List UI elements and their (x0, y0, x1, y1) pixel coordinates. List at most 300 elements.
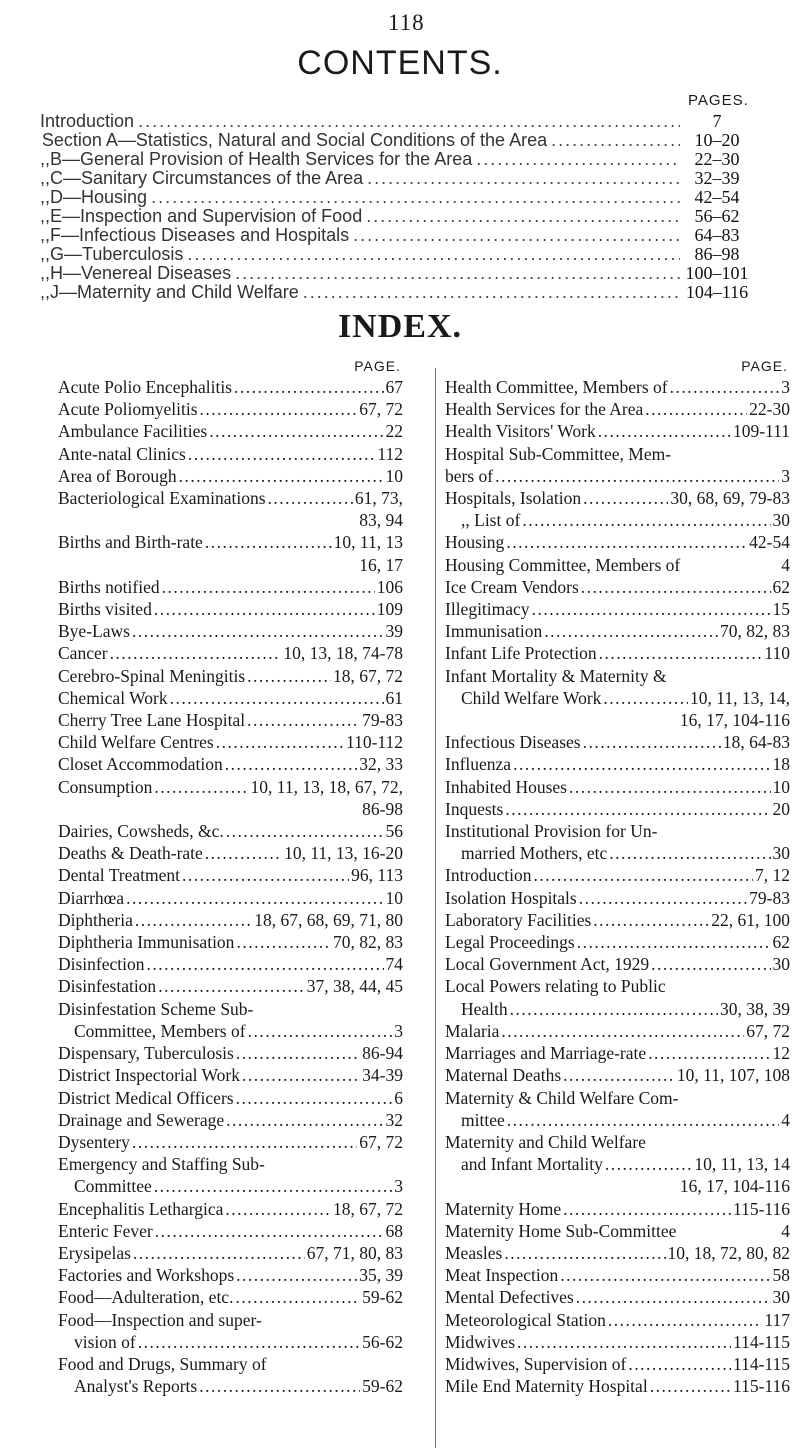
index-entry-label: Disinfestation (58, 976, 157, 997)
index-entry-label: Cherry Tree Lane Hospital (58, 710, 246, 731)
index-entry-pages: 86-98 (362, 798, 403, 819)
index-entry-label: Maternity and Child Welfare (445, 1131, 646, 1152)
dot-leader (226, 820, 384, 842)
contents-entry-pages: 32–39 (694, 168, 740, 188)
index-entry-label: Births notified (58, 576, 160, 597)
index-entry (445, 620, 790, 642)
index-entry-label: Influenza (445, 754, 512, 775)
index-entry (58, 376, 403, 398)
index-entry-label: Bye-Laws (58, 621, 130, 642)
index-entry (445, 887, 790, 909)
dot-leader (534, 864, 753, 886)
index-entry (58, 909, 403, 931)
index-entry-label: Acute Polio Encephalitis (58, 377, 232, 397)
index-entry-pages: 115-116 (732, 1376, 790, 1397)
index-entry-label: Ice Cream Vendors (445, 576, 579, 597)
dot-leader (216, 731, 344, 753)
index-entry (58, 1020, 403, 1042)
index-entry-pages: 110 (764, 643, 790, 664)
index-entry-pages: 3 (394, 1020, 403, 1041)
dot-leader (236, 1087, 393, 1109)
dot-leader (182, 864, 349, 886)
index-entry (445, 1087, 790, 1109)
index-entry (445, 953, 790, 975)
dot-leader (147, 953, 384, 975)
dot-leader (650, 1375, 731, 1397)
index-entry-label: Drainage and Sewerage (58, 1109, 225, 1130)
dot-leader (544, 620, 718, 642)
index-entry-pages: 3 (781, 377, 790, 397)
index-entry (445, 1175, 790, 1197)
index-entry-pages: 79-83 (362, 710, 403, 731)
index-entry (445, 1131, 790, 1153)
contents-entry (40, 187, 750, 206)
dot-leader (605, 1153, 692, 1175)
index-entry-pages: 96, 113 (351, 865, 403, 886)
dot-leader (151, 187, 680, 208)
index-entry-label: Maternity Home Sub-Committee (445, 1220, 677, 1241)
index-entry (58, 798, 403, 820)
dot-leader (132, 1131, 357, 1153)
index-entry (445, 1264, 790, 1286)
dot-leader (236, 1264, 357, 1286)
dot-leader (599, 642, 763, 664)
index-entry (58, 642, 403, 664)
index-entry-label: and Infant Mortality (461, 1154, 603, 1175)
index-entry (58, 487, 403, 509)
index-entry-label: Deaths & Death-rate (58, 843, 203, 864)
dot-leader (583, 487, 668, 509)
index-entry (445, 376, 790, 398)
index-entry-label: Midwives (445, 1331, 515, 1352)
index-entries-right (445, 376, 790, 1397)
dot-leader (248, 1020, 393, 1042)
index-entry-label: Committee, Members of (74, 1020, 246, 1041)
index-entry-pages: 86-94 (362, 1043, 403, 1064)
index-entry-pages: 16, 17 (359, 554, 403, 575)
dot-leader (506, 531, 747, 553)
dot-leader (247, 665, 331, 687)
index-entry-label: Isolation Hospitals (445, 887, 577, 908)
dot-leader (200, 398, 358, 420)
index-entry (58, 1286, 403, 1308)
index-entry (445, 465, 790, 487)
index-entry (58, 398, 403, 420)
dot-leader (268, 487, 353, 509)
index-entry-pages: 109-111 (732, 421, 790, 442)
dot-leader (205, 531, 332, 553)
dot-leader (154, 598, 375, 620)
dot-leader (598, 420, 731, 442)
index-entry-label: Acute Poliomyelitis (58, 399, 198, 420)
index-entry (445, 1153, 790, 1175)
dot-leader (110, 642, 282, 664)
index-entry-pages: 37, 38, 44, 45 (306, 976, 403, 997)
ditto-mark: ,, (40, 244, 51, 264)
index-entry-label: Disinfestation Scheme Sub- (58, 998, 254, 1019)
contents-entry (40, 263, 750, 282)
index-entry (58, 465, 403, 487)
index-entry (58, 420, 403, 442)
index-entries-left (58, 376, 403, 1397)
contents-entry (40, 244, 750, 263)
dot-leader (583, 731, 721, 753)
contents-list (40, 111, 750, 301)
dot-leader (563, 1198, 731, 1220)
index-entry-pages: 6 (394, 1087, 403, 1108)
index-entry-pages: 42-54 (749, 532, 790, 553)
dot-leader (476, 149, 680, 170)
dot-leader (179, 465, 384, 487)
dot-leader (247, 709, 360, 731)
dot-leader (609, 842, 770, 864)
dot-leader (517, 1331, 731, 1353)
contents-entry-pages: 100–101 (685, 263, 749, 283)
index-entry-label: Inquests (445, 798, 504, 819)
index-entry-pages: 67, 72 (359, 399, 403, 420)
ditto-mark: ,, (40, 187, 51, 207)
index-entry-label: Hospital Sub-Committee, Mem- (445, 443, 672, 464)
index-entry (445, 531, 790, 553)
index-entry-label: Emergency and Staffing Sub- (58, 1154, 265, 1175)
index-entry (58, 1264, 403, 1286)
index-entry-pages: 62 (772, 576, 790, 597)
dot-leader (353, 225, 680, 246)
dot-leader (138, 111, 680, 132)
index-entry (445, 443, 790, 465)
contents-entry-label: C—Sanitary Circumstances of the Area (50, 168, 364, 188)
contents-entry-pages: 56–62 (694, 206, 740, 226)
index-entry-pages: 39 (385, 621, 403, 642)
index-entry-pages: 70, 82, 83 (720, 621, 790, 642)
contents-entry (40, 111, 750, 130)
dot-leader (132, 620, 384, 642)
dot-leader (522, 509, 770, 531)
index-entry-pages: 10 (772, 776, 790, 797)
index-entry-label: Meteorological Station (445, 1309, 606, 1330)
index-entry-pages: 67 (385, 377, 403, 397)
contents-entry-label: B—General Provision of Health Services for the Area (50, 149, 473, 169)
contents-entry (40, 282, 750, 301)
contents-entry-pages: 42–54 (694, 187, 740, 207)
index-entry-pages: 70, 82, 83 (333, 932, 403, 953)
index-entry-label: Births visited (58, 599, 152, 620)
index-entry-label: Child Welfare Centres (58, 732, 214, 753)
index-entry (445, 398, 790, 420)
dot-leader (188, 443, 376, 465)
index-entry (58, 709, 403, 731)
index-entry-pages: 59-62 (362, 1376, 403, 1397)
index-entry (58, 1242, 403, 1264)
dot-leader (366, 206, 680, 227)
index-entry (445, 864, 790, 886)
index-left-column (58, 358, 403, 1397)
index-entry-label: Child Welfare Work (461, 687, 602, 708)
dot-leader (551, 130, 680, 151)
index-entry (58, 731, 403, 753)
contents-entry (40, 168, 750, 187)
dot-leader (162, 576, 375, 598)
index-entry (445, 998, 790, 1020)
dot-leader (235, 263, 680, 284)
dot-leader (225, 753, 357, 775)
index-entry-label: Consumption (58, 776, 153, 797)
index-entry-pages: 20 (772, 798, 790, 819)
index-entry (445, 1331, 790, 1353)
index-entry-pages: 68 (385, 1220, 403, 1241)
index-entry-label: Hospitals, Isolation (445, 488, 582, 509)
index-entry-label: Introduction (445, 865, 532, 886)
dot-leader (170, 687, 384, 709)
index-entry (58, 887, 403, 909)
index-entry-pages: 74 (385, 954, 403, 975)
index-entry-label: Immunisation (445, 621, 543, 642)
index-entry (445, 931, 790, 953)
index-entry-label: Closet Accommodation (58, 754, 223, 775)
dot-leader (226, 1109, 383, 1131)
index-entry-label: Illegitimacy (445, 599, 530, 620)
index-entry-label: Maternal Deaths (445, 1065, 562, 1086)
index-entry (445, 975, 790, 997)
index-entry (445, 665, 790, 687)
dot-leader (158, 975, 305, 997)
index-entry-label: mittee (461, 1109, 505, 1130)
index-entry (445, 731, 790, 753)
pages-column-heading: PAGES. (688, 92, 749, 109)
index-entry-pages: 10, 11, 13, 18, 67, 72, (250, 776, 403, 797)
dot-leader (235, 1286, 360, 1308)
index-entry-pages: 15 (772, 599, 790, 620)
dot-leader (510, 998, 718, 1020)
index-entry-pages: 4 (781, 1109, 790, 1130)
index-entry-label: Housing Committee, Members of (445, 554, 681, 575)
index-entry-label: Local Powers relating to Public (445, 976, 666, 997)
ditto-mark: ,, (40, 168, 51, 188)
index-entry-label: Measles (445, 1242, 503, 1263)
index-entry-pages: 18, 67, 68, 69, 71, 80 (254, 909, 403, 930)
index-entry-label: Chemical Work (58, 687, 168, 708)
index-entry (445, 509, 790, 531)
index-entry-pages: 30 (772, 843, 790, 864)
index-entry-label: Diphtheria Immunisation (58, 932, 235, 953)
dot-leader (507, 1109, 780, 1131)
index-entry-label: Bacteriological Examinations (58, 488, 266, 509)
index-entry-pages: 62 (772, 932, 790, 953)
index-entry (445, 598, 790, 620)
index-entry (445, 1309, 790, 1331)
dot-leader (138, 1331, 360, 1353)
index-entry-pages: 10, 13, 18, 74-78 (283, 643, 403, 664)
dot-leader (242, 1064, 360, 1086)
index-entry-label: Housing (445, 532, 505, 553)
ditto-mark: ,, (40, 149, 51, 169)
index-entry-label: Health (461, 998, 508, 1019)
index-entry-label: vision of (74, 1331, 136, 1352)
index-entry-pages: 3 (394, 1176, 403, 1197)
index-entry (58, 1131, 403, 1153)
contents-title: CONTENTS. (297, 44, 503, 82)
index-entry (58, 776, 403, 798)
index-entry (445, 909, 790, 931)
index-entry (445, 420, 790, 442)
index-entry (58, 576, 403, 598)
index-entry-pages: 10 (385, 887, 403, 908)
contents-entry-label: H—Venereal Diseases (50, 263, 232, 283)
dot-leader (603, 687, 688, 709)
dot-leader (504, 1242, 665, 1264)
ditto-mark: ,, (40, 263, 51, 283)
index-entry-pages: 61 (385, 687, 403, 708)
page-column-heading: PAGE. (741, 358, 788, 374)
contents-entry (40, 149, 750, 168)
contents-entry (40, 225, 750, 244)
index-entry-pages: 114-115 (732, 1353, 790, 1374)
index-entry (445, 1353, 790, 1375)
index-entry-pages: 30 (772, 510, 790, 531)
index-entry-pages: 16, 17, 104-116 (679, 710, 790, 731)
index-entry-label: Legal Proceedings (445, 932, 575, 953)
dot-leader (581, 576, 771, 598)
index-entry-pages: 30, 68, 69, 79-83 (670, 488, 790, 509)
index-entry (445, 798, 790, 820)
index-entry-label: Births and Birth-rate (58, 532, 203, 553)
index-entry (445, 687, 790, 709)
index-entry-label: Dysentery (58, 1131, 130, 1152)
index-entry-pages: 7, 12 (755, 865, 790, 886)
dot-leader (133, 1242, 305, 1264)
index-entry-label: Laboratory Facilities (445, 909, 592, 930)
contents-entry-label: G—Tuberculosis (50, 244, 184, 264)
dot-leader (670, 376, 780, 398)
index-entry-pages: 10, 11, 107, 108 (676, 1065, 790, 1086)
index-entry-label: Cerebro-Spinal Meningitis (58, 665, 246, 686)
index-entry (58, 443, 403, 465)
index-entry (58, 753, 403, 775)
dot-leader (563, 1064, 675, 1086)
index-entry-pages: 22-30 (749, 399, 790, 420)
index-entry-label: Area of Borough (58, 465, 177, 486)
index-entry-pages: 16, 17, 104-116 (679, 1176, 790, 1197)
index-entry (445, 1064, 790, 1086)
index-entry (445, 642, 790, 664)
index-entry (58, 1198, 403, 1220)
index-entry-label: Factories and Workshops (58, 1265, 235, 1286)
index-entry (58, 975, 403, 997)
index-right-column (445, 358, 790, 1397)
index-entry (58, 1375, 403, 1397)
index-entry-pages: 18, 67, 72 (333, 1198, 403, 1219)
index-entry-label: Health Services for the Area (445, 399, 644, 420)
index-entry (445, 1375, 790, 1397)
index-entry-pages: 18 (772, 754, 790, 775)
index-entry-label: Disinfection (58, 954, 145, 975)
ditto-mark: ,, (40, 282, 51, 302)
index-entry-label: Maternity & Child Welfare Com- (445, 1087, 679, 1108)
index-entry-label: Diphtheria (58, 909, 133, 930)
index-entry-pages: 10, 11, 13 (333, 532, 403, 553)
index-entry-label: Diarrhœa (58, 887, 125, 908)
index-entry-label: Local Government Act, 1929 (445, 954, 650, 975)
index-entry-label: Mile End Maternity Hospital (445, 1376, 648, 1397)
index-entry-label: Encephalitis Lethargica (58, 1198, 224, 1219)
contents-entry-label: Introduction (40, 111, 135, 131)
contents-entry-label: E—Inspection and Supervision of Food (50, 206, 363, 226)
index-entry-label: Erysipelas (58, 1242, 131, 1263)
index-entry-label: Ante-natal Clinics (58, 443, 186, 464)
index-entry (445, 820, 790, 842)
index-entry (58, 931, 403, 953)
index-entry-label: Institutional Provision for Un- (445, 821, 658, 842)
dot-leader (154, 776, 248, 798)
index-entry-label: Meat Inspection (445, 1265, 559, 1286)
index-entry-pages: 115-116 (732, 1198, 790, 1219)
index-entry-label: Marriages and Marriage-rate (445, 1043, 647, 1064)
index-entry-label: Dental Treatment (58, 865, 180, 886)
dot-leader (236, 1042, 360, 1064)
index-entry (58, 998, 403, 1020)
index-entry-label: District Inspectorial Work (58, 1065, 240, 1086)
index-entry-label: Cancer (58, 643, 108, 664)
index-entry (58, 820, 403, 842)
dot-leader (126, 887, 383, 909)
index-title: INDEX. (337, 308, 463, 345)
index-entry-pages: 22, 61, 100 (711, 909, 790, 930)
index-entry-pages: 35, 39 (359, 1265, 403, 1286)
contents-entry-label: D—Housing (50, 187, 148, 207)
index-entry-pages: 79-83 (749, 887, 790, 908)
index-entry-pages: 12 (772, 1043, 790, 1064)
dot-leader (648, 1042, 770, 1064)
dot-leader (303, 282, 680, 303)
index-entry (58, 531, 403, 553)
index-entry-pages: 114-115 (732, 1331, 790, 1352)
index-entry-pages: 59-62 (362, 1287, 403, 1308)
index-entry-label: Food—Inspection and super- (58, 1309, 262, 1330)
index-entry-pages: 10, 11, 13, 14 (694, 1154, 790, 1175)
dot-leader (593, 909, 709, 931)
index-entry-pages: 10, 18, 72, 80, 82 (667, 1242, 790, 1263)
index-entry-pages: 3 (781, 465, 790, 486)
dot-leader (154, 1175, 392, 1197)
dot-leader (155, 1220, 384, 1242)
index-entry-pages: 56-62 (362, 1331, 403, 1352)
dot-leader (367, 168, 680, 189)
contents-entry-label: Section A—Statistics, Natural and Social Conditions of the Area (41, 130, 548, 150)
index-entry-pages: 110-112 (345, 732, 403, 753)
dot-leader (187, 244, 680, 265)
index-entry-label: ,, List of (461, 510, 521, 531)
index-entry-label: married Mothers, etc (461, 843, 608, 864)
index-entry-label: Maternity Home (445, 1198, 562, 1219)
index-entry (58, 864, 403, 886)
column-divider (435, 368, 436, 1448)
index-entry-label: Dairies, Cowsheds, &c. (58, 821, 224, 842)
index-entry (445, 576, 790, 598)
dot-leader (532, 598, 771, 620)
index-entry-label: Infectious Diseases (445, 732, 581, 753)
index-entry (58, 1153, 403, 1175)
dot-leader (560, 1264, 770, 1286)
dot-leader (199, 1375, 360, 1397)
index-entry-pages: 10, 11, 13, 14, (690, 687, 790, 708)
contents-entry-pages: 22–30 (694, 149, 740, 169)
index-entry (58, 1042, 403, 1064)
index-entry-label: Health Visitors' Work (445, 421, 596, 442)
index-entry-label: Midwives, Supervision of (445, 1353, 627, 1374)
contents-entry-pages: 86–98 (694, 244, 740, 264)
contents-entry-label: J—Maternity and Child Welfare (50, 282, 299, 302)
index-entry (445, 1286, 790, 1308)
